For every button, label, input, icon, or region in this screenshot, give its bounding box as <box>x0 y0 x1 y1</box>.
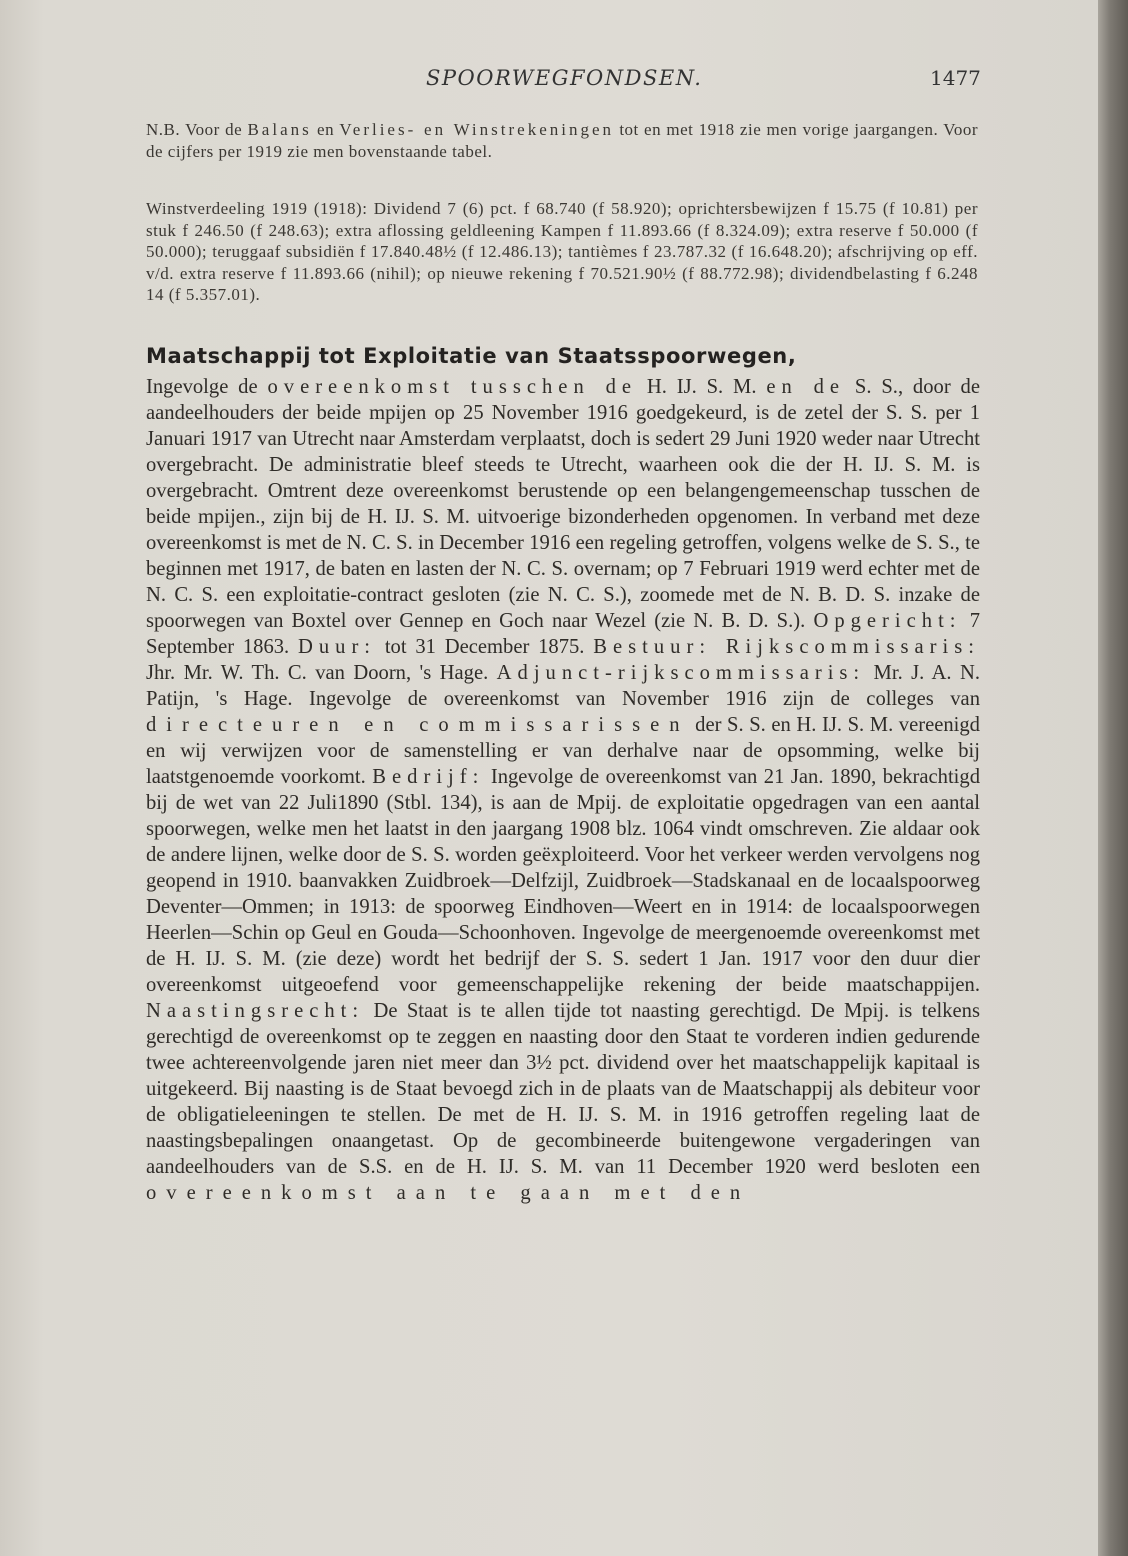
body-segment: der S. S. en H. IJ. S. M. vereenigd en wij verwijzen voor de samenstelling er van derhalve naar de opsomming, welke bij laatstgenoemde voorkomt. <box>146 714 980 789</box>
body-segment: De Staat is te allen tijde tot naasting gerechtigd. De Mpij. is telkens gerechtigd de overeenkomst op te zeggen en naasting door den Staat te vorderen indien gedurende twee achtereenvolgende jaren niet meer dan 3½ pct. dividend over het maatschappelijk kapitaal is uitgekeerd. Bij naasting is de Staat bevoegd zich in de plaats van de Maatschappij als debiteur voor de obligatieleeningen te stellen. De met de H. IJ. S. M. in 1916 getroffen regeling laat de naastingsbepalingen onaangetast. Op de gecombineerde buitengewone vergaderingen van aandeelhouders van de S.S. en de H. IJ. S. M. van 11 December 1920 werd besloten een <box>146 1000 980 1179</box>
spaced-term: en de <box>766 376 846 398</box>
spaced-term: Naastingsrecht: <box>146 1000 365 1023</box>
spaced-term: Duur: <box>297 636 377 659</box>
company-description <box>146 374 980 1207</box>
section-heading: Maatschappij tot Exploitatie van Staatsspoorwegen, <box>146 344 797 368</box>
note-rest: tot en met 1918 zie men vorige jaargangen. Voor de cijfers per 1919 zie men bovenstaande tabel. <box>146 120 979 161</box>
body-segment: 7 September 1863. <box>146 610 980 659</box>
spaced-term: Bedrijf: <box>372 766 485 789</box>
spaced-term: Bestuur: Rijkscommissaris: <box>593 636 980 659</box>
page-number: 1477 <box>930 66 981 90</box>
body-segment: Ingevolge de overeenkomst van 21 Jan. 1890, bekrachtigd bij de wet van 22 Juli1890 (Stbl. 134), is aan de Mpij. de exploitatie opgedragen van een aantal spoorwegen, welke men het laatst in den jaargang 1908 blz. 1064 vindt omschreven. Zie aldaar ook de andere lijnen, welke door de S. S. worden geëxploiteerd. Voor het verkeer werden vervolgens nog geopend in 1910. baanvakken Zuidbroek—Delfzijl, Zuidbroek—Stadskanaal en de locaalspoorweg Deventer—Ommen; in 1913: de spoorweg Eindhoven—Weert en in 1914: de locaalspoorwegen Heerlen—Schin op Geul en Gouda—Schoonhoven. Ingevolge de meergenoemde overeenkomst met de H. IJ. S. M. (zie deze) wordt het bedrijf der S. S. sedert 1 Jan. 1917 voor den duur dier overeenkomst uitgeoefend voor gemeenschappelijke rekening der beide maatschappijen. <box>146 766 980 997</box>
book-spine <box>1098 0 1128 1556</box>
body-segment: H. IJ. S. M. <box>637 376 767 398</box>
spaced-term: Adjunct-rijkscommissaris: <box>496 662 866 685</box>
spaced-term: overeenkomst tusschen de <box>267 376 638 398</box>
body-segment: Mr. J. A. N. Patijn, 's Hage. Ingevolge de overeenkomst van November 1916 zijn de colleges van <box>146 662 981 711</box>
body-segment: Jhr. Mr. W. Th. C. van Doorn, 's Hage. <box>146 662 497 685</box>
note-term-balans: Balans <box>247 120 312 139</box>
running-head: SPOORWEGFONDSEN. <box>426 66 703 90</box>
body-segment: S. S., door de aandeelhouders der beide mpijen op 25 November 1916 goedgekeurd, is de zetel der S. S. per 1 Januari 1917 van Utrecht naar Amsterdam verplaatst, doch is sedert 29 Juni 1920 weder naar Utrecht overgebracht. De administratie bleef steeds te Utrecht, waarheen ook die der H. IJ. S. M. is overgebracht. Omtrent deze overeenkomst berustende op een belangengemeenschap tusschen de beide mpijen., zijn bij de H. IJ. S. M. uitvoerige bizonderheden opgenomen. In verband met deze overeenkomst is met de N. C. S. in December 1916 een regeling getroffen, volgens welke de S. S., te beginnen met 1917, de baten en lasten der N. C. S. overnam; op 7 Februari 1919 werd echter met de N. C. S. een exploitatie-contract gesloten (zie N. C. S.), zoomede met de N. B. D. S. inzake de spoorwegen van Boxtel over Gennep en Goch naar Wezel (zie N. B. D. S.). <box>146 376 980 633</box>
spaced-term: directeuren en commissarissen <box>146 714 690 737</box>
note-term-verlies: Verlies- en Winstrekeningen <box>339 120 615 139</box>
note-prefix: N.B. Voor de <box>146 120 243 139</box>
note-mid: en <box>317 120 335 139</box>
body-segment: tot 31 December 1875. <box>376 636 594 659</box>
spaced-term: overeenkomst aan te gaan met den <box>146 1182 751 1205</box>
body-segment: Ingevolge de <box>146 376 268 398</box>
balance-note <box>146 119 978 162</box>
profit-distribution: Winstverdeeling 1919 (1918): Dividend 7 (6) pct. f 68.740 (f 58.920); oprichtersbewijzen f 15.75 (f 10.81) per stuk f 246.50 (f 248.63); extra aflossing geldleening Kampen f 11.893.66 (f 8.324.09); extra reserve f 50.000 (f 50.000); teruggaaf subsidiën f 17.840.48½ (f 12.486.13); tantièmes f 23.787.32 (f 16.648.20); afschrijving op eff. v/d. extra reserve f 11.893.66 (nihil); op nieuwe rekening f 70.521.90½ (f 88.772.98); dividendbelasting f 6.248 14 (f 5.357.01). <box>146 199 978 305</box>
spaced-term: Opgericht: <box>813 610 962 633</box>
